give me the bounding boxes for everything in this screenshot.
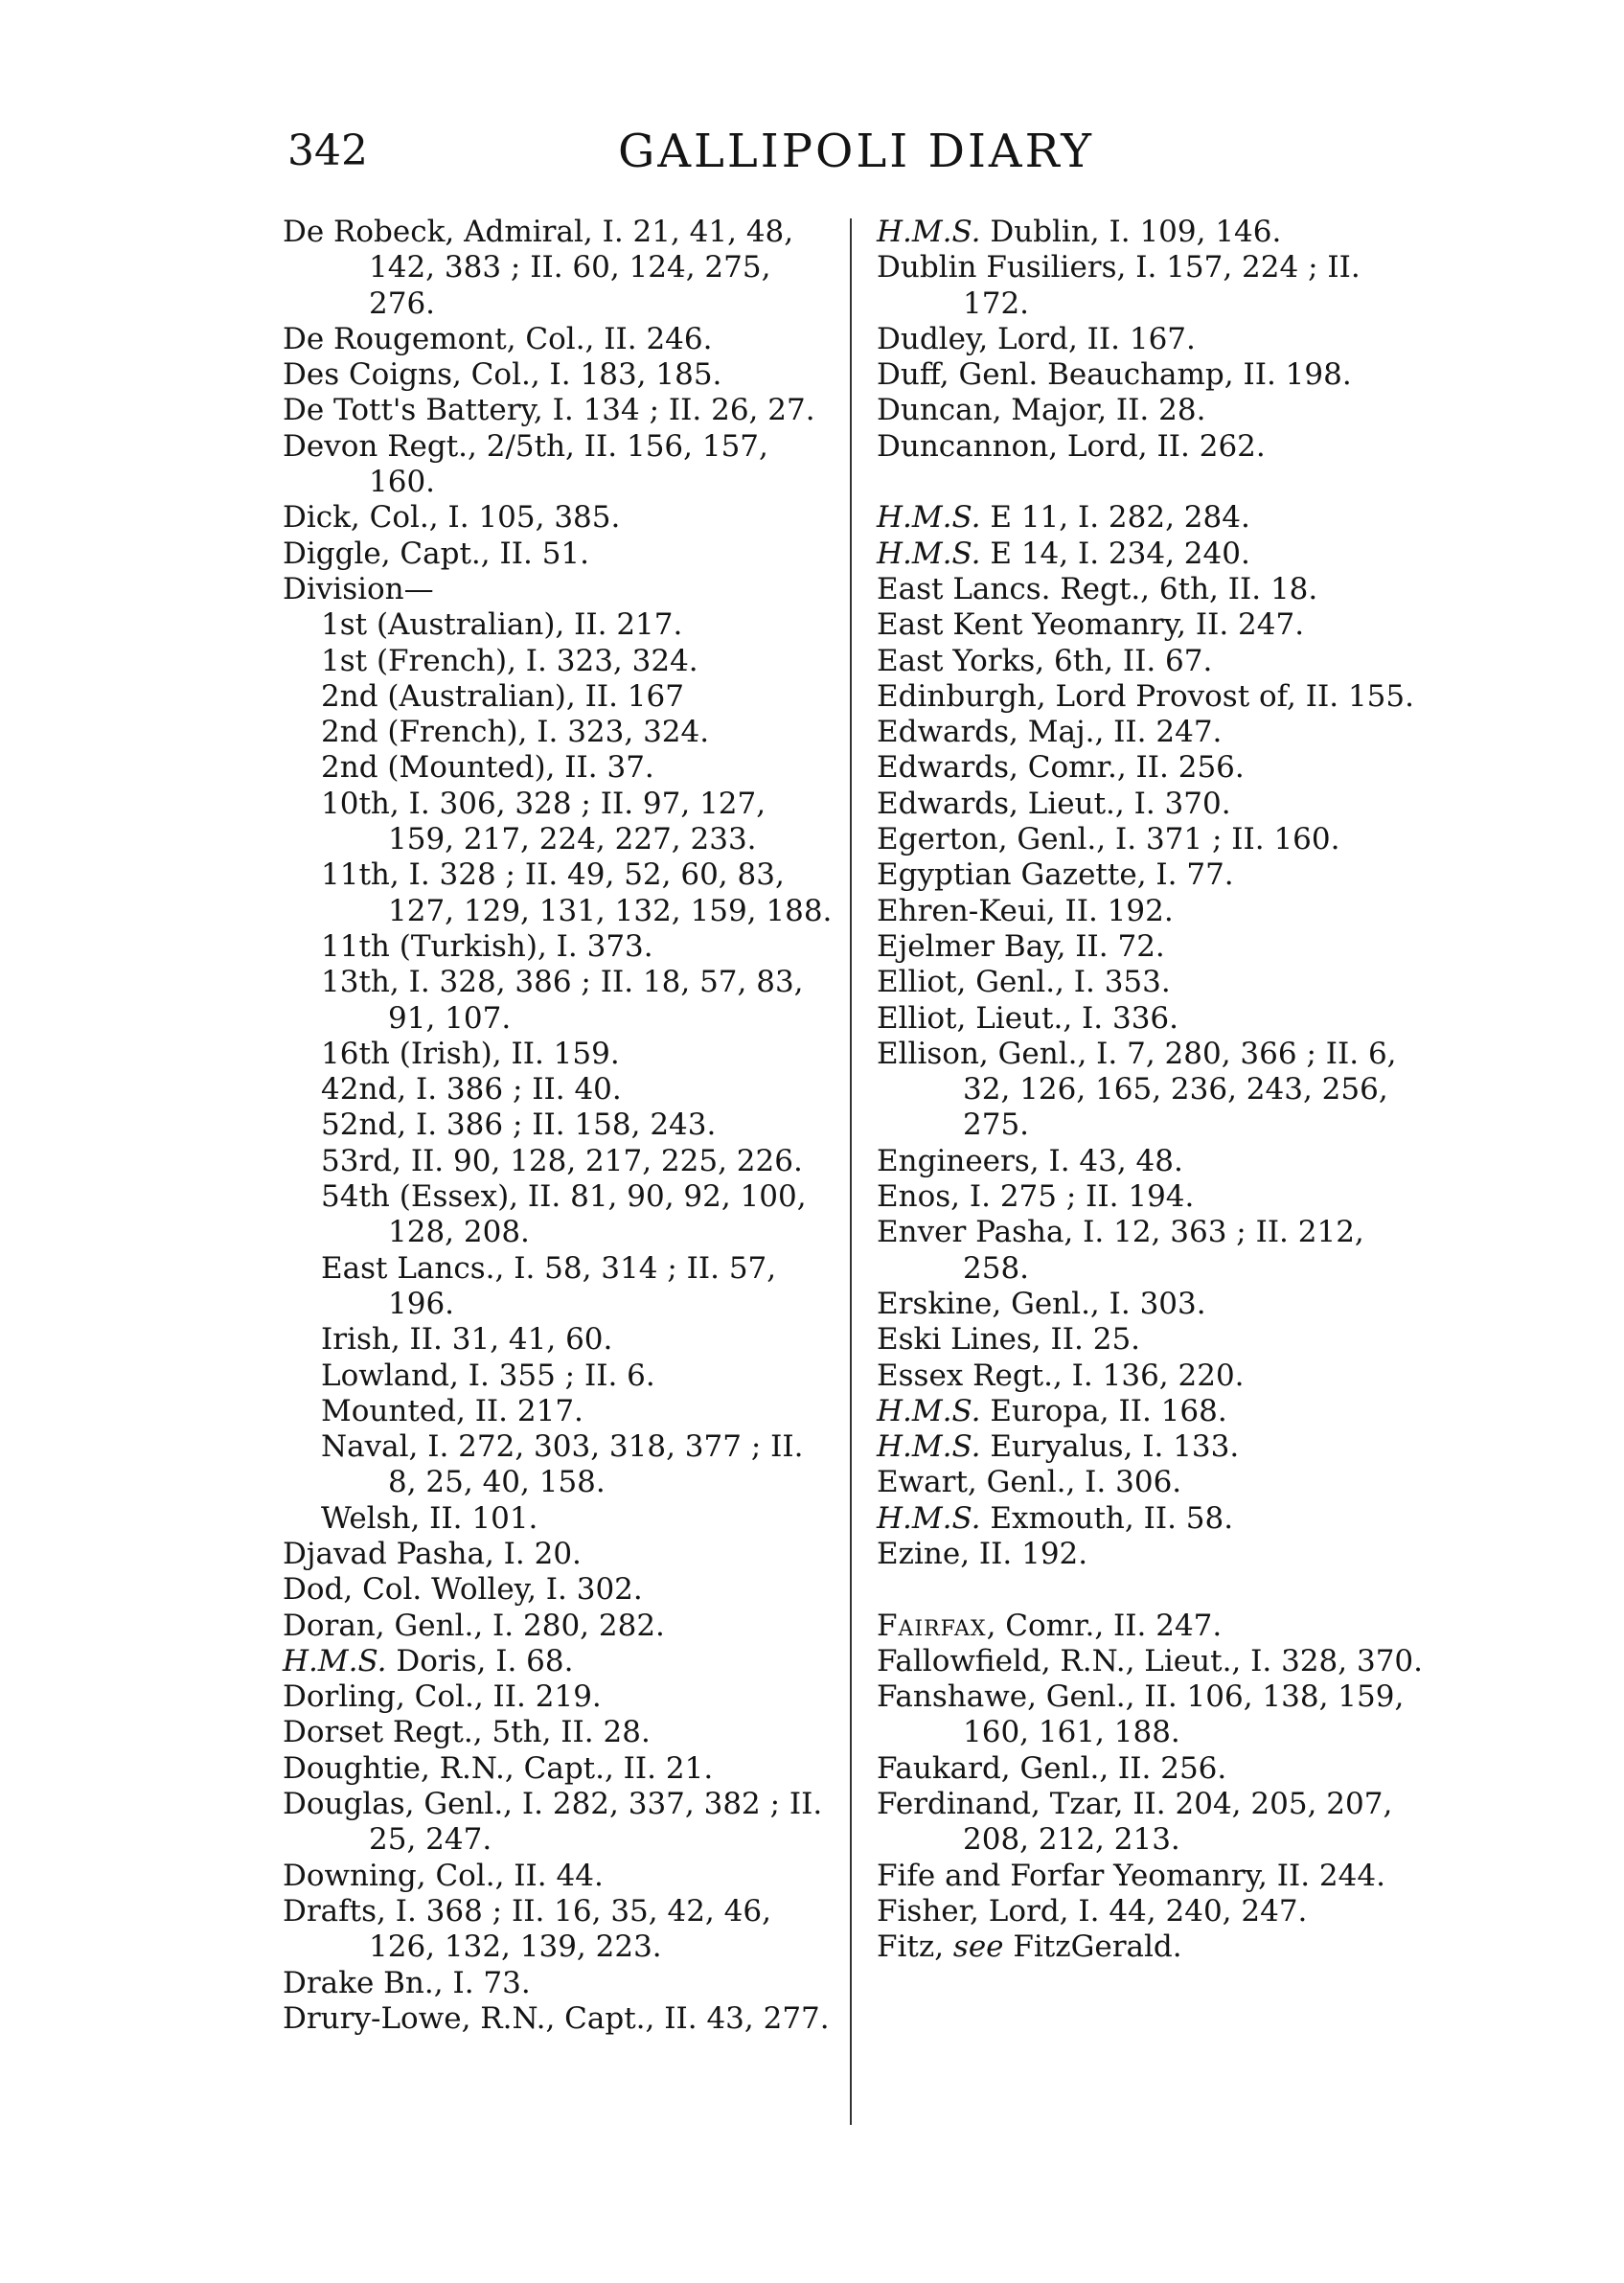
index-entry: Ejelmer Bay, II. 72. [877,928,1165,964]
index-entry: De Tott's Battery, I. 134 ; II. 26, 27. [283,393,815,428]
index-entry: H.M.S. Euryalus, I. 133. [877,1429,1240,1465]
index-entry: Fitz, see FitzGerald. [877,1929,1182,1965]
index-entry: Eski Lines, II. 25. [877,1322,1141,1358]
index-entry: Ferdinand, Tzar, II. 204, 205, 207, 208, 212, 213. [877,1787,1393,1858]
index-entry: Fairfax, Comr., II. 247. [877,1608,1223,1643]
index-entry: De Robeck, Admiral, I. 21, 41, 48, 142, 383 ; II. 60, 124, 275, 276. [283,215,794,321]
index-subentry: Lowland, I. 355 ; II. 6. [321,1358,655,1393]
index-entry: Fallowfield, R.N., Lieut., I. 328, 370. [877,1643,1423,1678]
index-subentry: 42nd, I. 386 ; II. 40. [321,1072,622,1107]
index-entry: Egerton, Genl., I. 371 ; II. 160. [877,822,1340,857]
index-entry: Essex Regt., I. 136, 220. [877,1358,1245,1393]
index-entry: Dublin Fusiliers, I. 157, 224 ; II. 172. [877,250,1361,321]
index-entry: Dod, Col. Wolley, I. 302. [283,1572,643,1608]
index-subentry: 2nd (Australian), II. 167 [321,678,684,714]
index-subentry: 53rd, II. 90, 128, 217, 225, 226. [321,1143,803,1178]
index-entry: Dorling, Col., II. 219. [283,1679,602,1715]
index-entry: Douglas, Genl., I. 282, 337, 382 ; II. 25, 247. [283,1787,823,1858]
index-subentry: 52nd, I. 386 ; II. 158, 243. [321,1107,717,1143]
index-entry: Drury-Lowe, R.N., Capt., II. 43, 277. [283,2000,830,2036]
index-entry: Engineers, I. 43, 48. [877,1143,1183,1178]
index-entry: Enos, I. 275 ; II. 194. [877,1179,1195,1215]
index-entry: Elliot, Genl., I. 353. [877,965,1171,1000]
index-entry: Diggle, Capt., II. 51. [283,536,589,571]
index-subentry: 1st (French), I. 323, 324. [321,643,698,678]
index-entry: Ewart, Genl., I. 306. [877,1465,1182,1500]
index-entry: Ezine, II. 192. [877,1536,1088,1571]
index-subentry: Mounted, II. 217. [321,1393,583,1428]
index-entry: Edwards, Comr., II. 256. [877,750,1245,786]
index-subentry: 16th (Irish), II. 159. [321,1036,620,1071]
index-entry: Doughtie, R.N., Capt., II. 21. [283,1750,714,1786]
index-entry: H.M.S. Dublin, I. 109, 146. [877,215,1282,249]
index-subentry: 13th, I. 328, 386 ; II. 18, 57, 83, 91, 107. [321,965,804,1036]
index-subentry: 54th (Essex), II. 81, 90, 92, 100, 128, 208. [321,1179,807,1250]
index-entry: H.M.S. Doris, I. 68. [283,1643,574,1678]
index-column-left [283,215,834,2037]
index-subentry: 11th (Turkish), I. 373. [321,928,653,964]
index-entry: Edinburgh, Lord Provost of, II. 155. [877,678,1414,714]
section-gap [877,465,1428,500]
index-entry: Downing, Col., II. 44. [283,1858,604,1893]
index-entry: East Kent Yeomanry, II. 247. [877,607,1305,643]
index-entry: Devon Regt., 2/5th, II. 156, 157, 160. [283,428,768,500]
index-subentry: 10th, I. 306, 328 ; II. 97, 127, 159, 217, 224, 227, 233. [321,786,766,857]
index-entry: Drafts, I. 368 ; II. 16, 35, 42, 46, 126, 132, 139, 223. [283,1893,771,1965]
index-entry: H.M.S. Exmouth, II. 58. [877,1500,1234,1536]
index-entry: Des Coigns, Col., I. 183, 185. [283,357,722,393]
index-entry: Fisher, Lord, I. 44, 240, 247. [877,1893,1308,1929]
index-entry: East Lancs. Regt., 6th, II. 18. [877,571,1318,606]
index-entry: Fife and Forfar Yeomanry, II. 244. [877,1858,1385,1893]
index-entry: H.M.S. E 14, I. 234, 240. [877,536,1250,571]
index-entry: Enver Pasha, I. 12, 363 ; II. 212, 258. [877,1215,1364,1286]
index-entry: Duncan, Major, II. 28. [877,393,1206,428]
index-entry: H.M.S. Europa, II. 168. [877,1393,1227,1428]
index-entry: De Rougemont, Col., II. 246. [283,321,713,356]
index-subentry: Welsh, II. 101. [321,1500,538,1536]
running-title: GALLIPOLI DIARY [618,125,1094,178]
index-entry: Ellison, Genl., I. 7, 280, 366 ; II. 6, 32, 126, 165, 236, 243, 256, 275. [877,1036,1397,1143]
index-entry: Elliot, Lieut., I. 336. [877,1000,1179,1036]
page-number: 342 [287,126,368,175]
index-subentry: 2nd (French), I. 323, 324. [321,715,710,750]
section-gap [877,1572,1428,1608]
index-entry: Doran, Genl., I. 280, 282. [283,1608,665,1643]
index-entry: H.M.S. E 11, I. 282, 284. [877,500,1250,536]
index-entry: Fanshawe, Genl., II. 106, 138, 159, 160, 161, 188. [877,1679,1405,1750]
index-subentry: 2nd (Mounted), II. 37. [321,750,654,786]
index-subentry: Naval, I. 272, 303, 318, 377 ; II. 8, 25, 40, 158. [321,1429,804,1500]
page-header [287,123,1111,190]
index-subentry: 1st (Australian), II. 217. [321,607,683,643]
index-entry: Ehren-Keui, II. 192. [877,893,1174,928]
index-entry-division-heading: Division— [283,571,434,606]
index-subentry: 11th, I. 328 ; II. 49, 52, 60, 83, 127, 129, 131, 132, 159, 188. [321,857,833,928]
column-divider [850,218,852,2125]
index-entry: Duff, Genl. Beauchamp, II. 198. [877,357,1352,393]
index-entry: Erskine, Genl., I. 303. [877,1286,1206,1321]
index-column-right [877,215,1428,1966]
index-entry: Edwards, Maj., II. 247. [877,715,1223,750]
index-subentry: Irish, II. 31, 41, 60. [321,1322,613,1358]
index-entry: Duncannon, Lord, II. 262. [877,428,1266,464]
index-entry: Djavad Pasha, I. 20. [283,1536,582,1571]
index-entry: Edwards, Lieut., I. 370. [877,786,1231,821]
index-entry: Faukard, Genl., II. 256. [877,1750,1227,1786]
index-entry: Dick, Col., I. 105, 385. [283,500,621,536]
index-entry: East Yorks, 6th, II. 67. [877,643,1213,678]
index-entry: Dorset Regt., 5th, II. 28. [283,1715,651,1750]
index-entry: Egyptian Gazette, I. 77. [877,857,1234,893]
index-entry: Drake Bn., I. 73. [283,1965,531,2000]
index-entry: Dudley, Lord, II. 167. [877,321,1196,356]
index-subentry: East Lancs., I. 58, 314 ; II. 57, 196. [321,1250,777,1321]
